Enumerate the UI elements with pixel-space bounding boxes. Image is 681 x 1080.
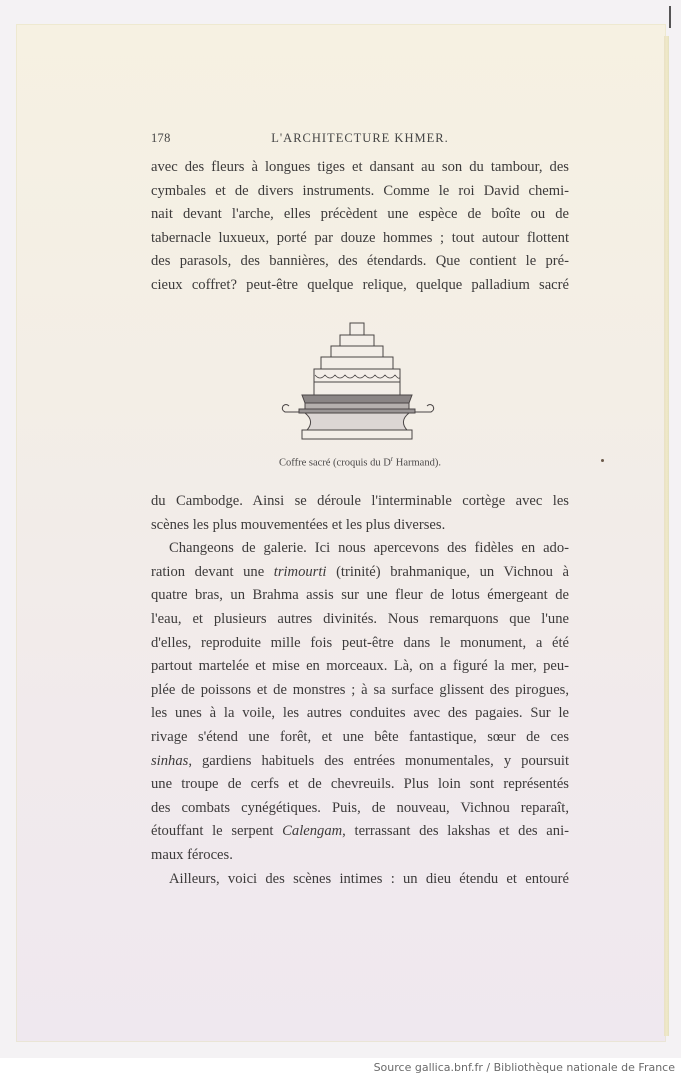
text-line-rich — [151, 750, 569, 774]
running-head — [151, 131, 569, 149]
scrollbar-marker — [669, 6, 671, 28]
text-line: tabernacle luxueux, porté par douze hommes ; tout autour flottent — [151, 229, 569, 246]
text-line: avec des fleurs à longues tiges et dansant au son du tambour, des — [151, 159, 569, 175]
text-line: partout martelée et mise en morceaux. Là, on a figuré la mer, peu- — [151, 658, 569, 675]
decorated-band — [314, 369, 400, 382]
lid-step — [321, 357, 393, 369]
figure-caption — [220, 455, 500, 469]
lid-step — [340, 335, 374, 346]
lid-step — [331, 346, 383, 357]
page-number: 178 — [151, 131, 171, 145]
paragraph-block-top — [151, 156, 569, 298]
text-line: Ailleurs, voici des scènes intimes : un dieu étendu et entouré — [169, 870, 569, 887]
text-line-rich — [151, 561, 569, 585]
ink-speck — [601, 459, 604, 462]
text-run: ration devant une — [151, 563, 274, 580]
italic-term: trimourti — [273, 563, 327, 580]
running-title: L'ARCHITECTURE KHMER. — [271, 131, 449, 145]
text-line: cymbales et de divers instruments. Comme le roi David chemi- — [151, 182, 569, 199]
italic-term: Calengam — [282, 823, 343, 840]
text-run: (trinité) brahmanique, un Vichnou à — [326, 563, 569, 580]
text-line: une troupe de cerfs et de chevreuils. Plus loin sont représentés — [151, 776, 569, 793]
lid-step — [350, 323, 364, 335]
text-line: d'elles, reproduite mille fois peut-être dans le monument, a été — [151, 634, 569, 651]
plinth — [302, 430, 412, 439]
text-line: du Cambodge. Ainsi se déroule l'interminable cortège avec les — [151, 493, 569, 509]
cornice — [302, 395, 412, 403]
text-line-rich — [151, 820, 569, 844]
text-line: les unes à la voile, les autres conduites avec des pagaies. Sur le — [151, 705, 569, 722]
text-line: maux féroces. — [151, 846, 233, 863]
rail — [299, 409, 415, 413]
caption-text: Coffre sacré (croquis du D — [279, 457, 391, 469]
italic-term: sinhas — [151, 752, 189, 769]
text-line: nait devant l'arche, elles précèdent une espèce de boîte ou de — [151, 206, 569, 223]
paragraph-block-bottom — [151, 490, 569, 891]
caption-text-end: Harmand). — [393, 457, 441, 469]
caption-superscript: r — [390, 455, 394, 463]
page-edge — [664, 36, 669, 1036]
text-line: rivage s'étend une forêt, et une bête fantastique, sœur de ces — [151, 728, 569, 745]
source-attribution: Source gallica.bnf.fr / Bibliothèque nationale de France — [373, 1061, 675, 1074]
coffre-sacre-illustration — [275, 320, 445, 442]
text-line: cieux coffret? peut-être quelque relique, quelque palladium sacré — [151, 276, 569, 293]
text-line: l'eau, et plusieurs autres divinités. Nous remarquons que l'une — [151, 610, 569, 627]
text-line: Changeons de galerie. Ici nous apercevons des fidèles en ado- — [169, 540, 569, 557]
body-upper — [314, 382, 400, 395]
text-line: des parasols, des bannières, des étendards. Que contient le pré- — [151, 253, 569, 270]
text-run: étouffant le serpent — [151, 823, 283, 840]
text-line: quatre bras, un Brahma assis sur une fleur de lotus émergeant de — [151, 587, 569, 604]
text-line: des combats cynégétiques. Puis, de nouveau, Vichnou reparaît, — [151, 799, 569, 816]
text-run: , gardiens habituels des entrées monumentales, y poursuit — [188, 752, 569, 769]
cornice-band — [305, 403, 409, 409]
base-body — [305, 413, 409, 430]
text-run: , terrassant des lakshas et des ani- — [342, 823, 569, 840]
text-line: plée de poissons et de monstres ; à sa surface glissent des pirogues, — [151, 681, 569, 698]
text-line: scènes les plus mouvementées et les plus diverses. — [151, 516, 446, 533]
